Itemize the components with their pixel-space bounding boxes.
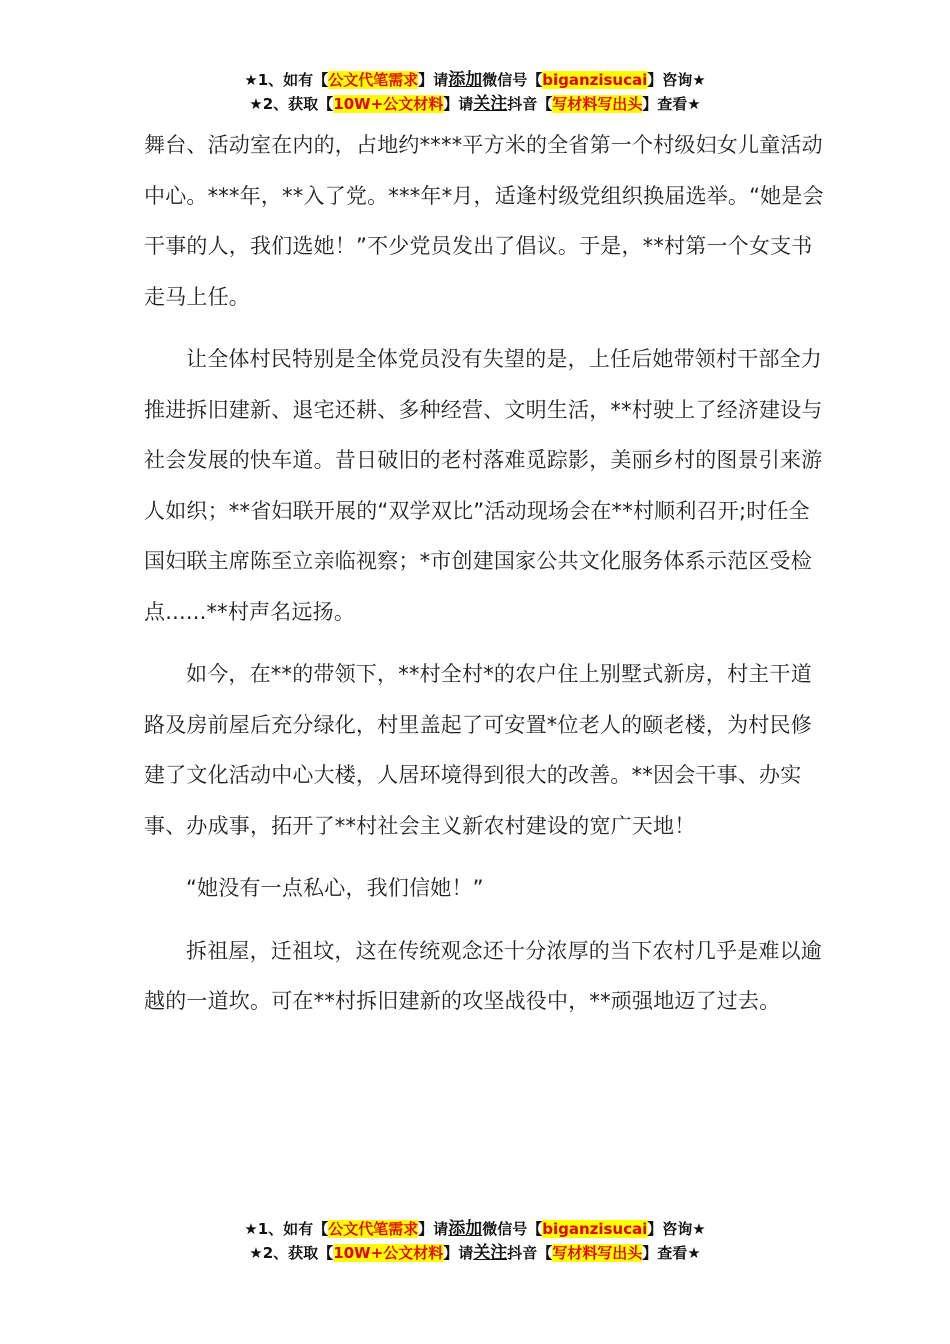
banner-line-1: ★1、如有【公文代笔需求】请添加微信号【biganzisucai】咨询★	[244, 1219, 706, 1239]
highlight-wechat-id: biganzisucai	[542, 71, 648, 89]
paragraph: “她没有一点私心，我们信她！”	[186, 876, 484, 900]
footer-banner	[0, 1217, 950, 1265]
highlight-service: 公文代笔需求	[328, 71, 419, 89]
banner-line-2: ★2、获取【10W+公文材料】请关注抖音【写材料写出头】查看★	[249, 1243, 701, 1263]
highlight-douyin-id: 写材料写出头	[552, 95, 643, 113]
emphasis-follow: 关注	[473, 94, 508, 114]
highlight-materials: 10W+公文材料	[333, 95, 444, 113]
paragraph: 拆祖屋，迁祖坟，这在传统观念还十分浓厚的当下农村几乎是难以逾越的一道坎。可在**村拆旧建新的攻坚战役中，**顽强地迈了过去。	[144, 938, 822, 1013]
paragraph: 让全体村民特别是全体党员没有失望的是，上任后她带领村干部全力推进拆旧建新、退宅还耕、多种经营、文明生活，**村驶上了经济建设与社会发展的快车道。昔日破旧的老村落难觅踪影，美丽乡村的图景引来游人如织；**省妇联开展的“双学双比”活动现场会在**村顺利召开;时任全国妇联主席陈至立亲临视察；*市创建国家公共文化服务体系示范区受检点......**村声名远扬。	[144, 347, 823, 624]
paragraph: 如今，在**的带领下，**村全村*的农户住上别墅式新房，村主干道路及房前屋后充分绿化，村里盖起了可安置*位老人的颐老楼，为村民修建了文化活动中心大楼，人居环境得到很大的改善。**因会干事、办实事、办成事，拓开了**村社会主义新农村建设的宽广天地！	[144, 662, 812, 838]
header-banner	[0, 68, 950, 116]
emphasis-add: 添加	[448, 1219, 483, 1239]
highlight-materials: 10W+公文材料	[333, 1244, 444, 1262]
highlight-douyin-id: 写材料写出头	[552, 1244, 643, 1262]
banner-line-2: ★2、获取【10W+公文材料】请关注抖音【写材料写出头】查看★	[249, 94, 701, 114]
paragraph: 舞台、活动室在内的，占地约****平方米的全省第一个村级妇女儿童活动中心。***年，**入了党。***年*月，适逢村级党组织换届选举。“她是会干事的人，我们选她！”不少党员发出了倡议。于是，**村第一个女支书走马上任。	[144, 133, 824, 309]
highlight-wechat-id: biganzisucai	[542, 1220, 648, 1238]
banner-line-1: ★1、如有【公文代笔需求】请添加微信号【biganzisucai】咨询★	[244, 70, 706, 90]
highlight-service: 公文代笔需求	[328, 1220, 419, 1238]
document-body	[144, 120, 829, 1039]
emphasis-follow: 关注	[473, 1243, 508, 1263]
emphasis-add: 添加	[448, 70, 483, 90]
